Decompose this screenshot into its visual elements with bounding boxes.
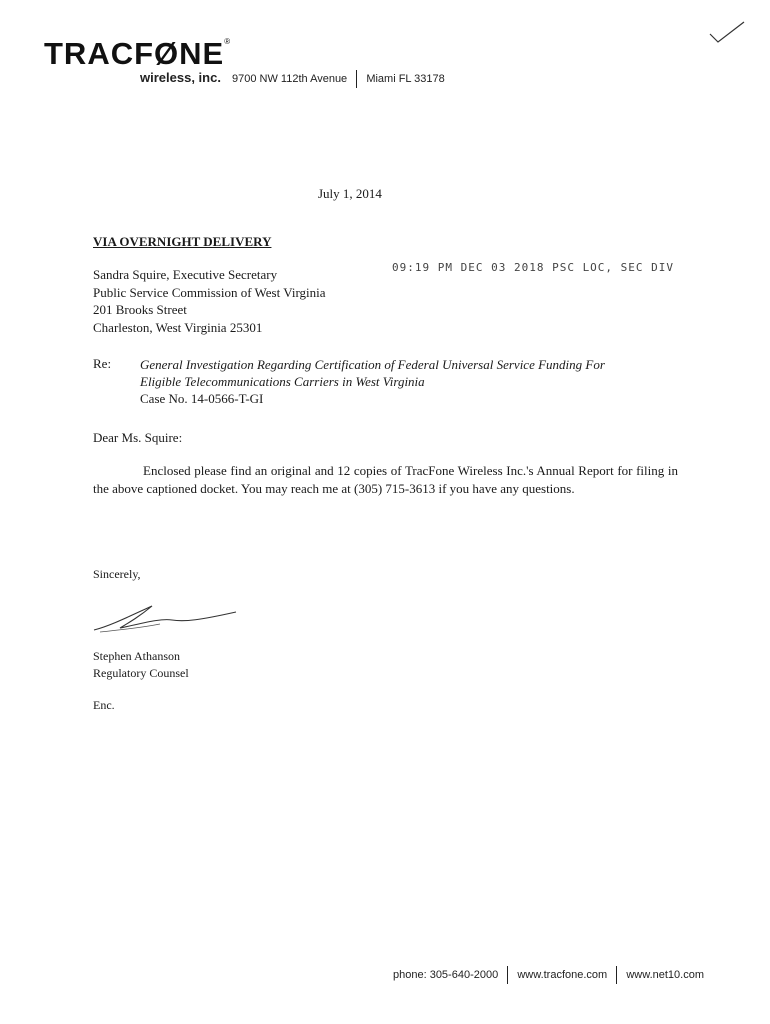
re-line-2: Eligible Telecommunications Carriers in West Virginia xyxy=(140,374,425,389)
divider xyxy=(356,70,357,88)
tracfone-logo: TRACFØNE® xyxy=(44,36,232,71)
signer-block xyxy=(93,648,189,682)
divider xyxy=(507,966,508,984)
letter-date: July 1, 2014 xyxy=(318,186,382,201)
letterhead-address xyxy=(140,70,445,88)
salutation: Dear Ms. Squire: xyxy=(93,430,183,445)
case-number: Case No. 14-0566-T-GI xyxy=(140,391,264,406)
recipient-address xyxy=(93,266,326,336)
recipient-name: Sandra Squire, Executive Secretary xyxy=(93,267,278,282)
enclosure-note: Enc. xyxy=(93,698,115,712)
recipient-city: Charleston, West Virginia 25301 xyxy=(93,319,263,335)
signer-title: Regulatory Counsel xyxy=(93,666,189,680)
delivery-method: VIA OVERNIGHT DELIVERY xyxy=(93,234,272,249)
signer-name: Stephen Athanson xyxy=(93,649,180,663)
re-subject xyxy=(140,356,700,407)
divider xyxy=(616,966,617,984)
footer-phone: phone: 305-640-2000 xyxy=(393,968,499,981)
footer-website-net10: www.net10.com xyxy=(626,968,704,981)
recipient-street: 201 Brooks Street xyxy=(93,302,187,317)
body-paragraph: Enclosed please find an original and 12 copies of TracFone Wireless Inc.'s Annual Report for filing in the above captioned docket. You may reach me at (305) 715-3613 if you have any questions. xyxy=(93,463,678,496)
re-label: Re: xyxy=(93,356,112,371)
received-stamp: 09:19 PM DEC 03 2018 PSC LOC, SEC DIV xyxy=(392,261,675,274)
footer-website-tracfone: www.tracfone.com xyxy=(517,968,608,981)
re-line-1: General Investigation Regarding Certification of Federal Universal Service Funding For xyxy=(140,357,605,372)
recipient-organization: Public Service Commission of West Virginia xyxy=(93,284,326,300)
closing: Sincerely, xyxy=(93,567,141,581)
letterhead-city: Miami FL 33178 xyxy=(366,73,445,85)
signature xyxy=(90,600,240,640)
brand-line: wireless, inc. xyxy=(140,70,221,85)
footer-contact xyxy=(393,966,704,984)
checkmark-icon xyxy=(704,18,748,46)
letterhead-street: 9700 NW 112th Avenue xyxy=(232,73,348,85)
